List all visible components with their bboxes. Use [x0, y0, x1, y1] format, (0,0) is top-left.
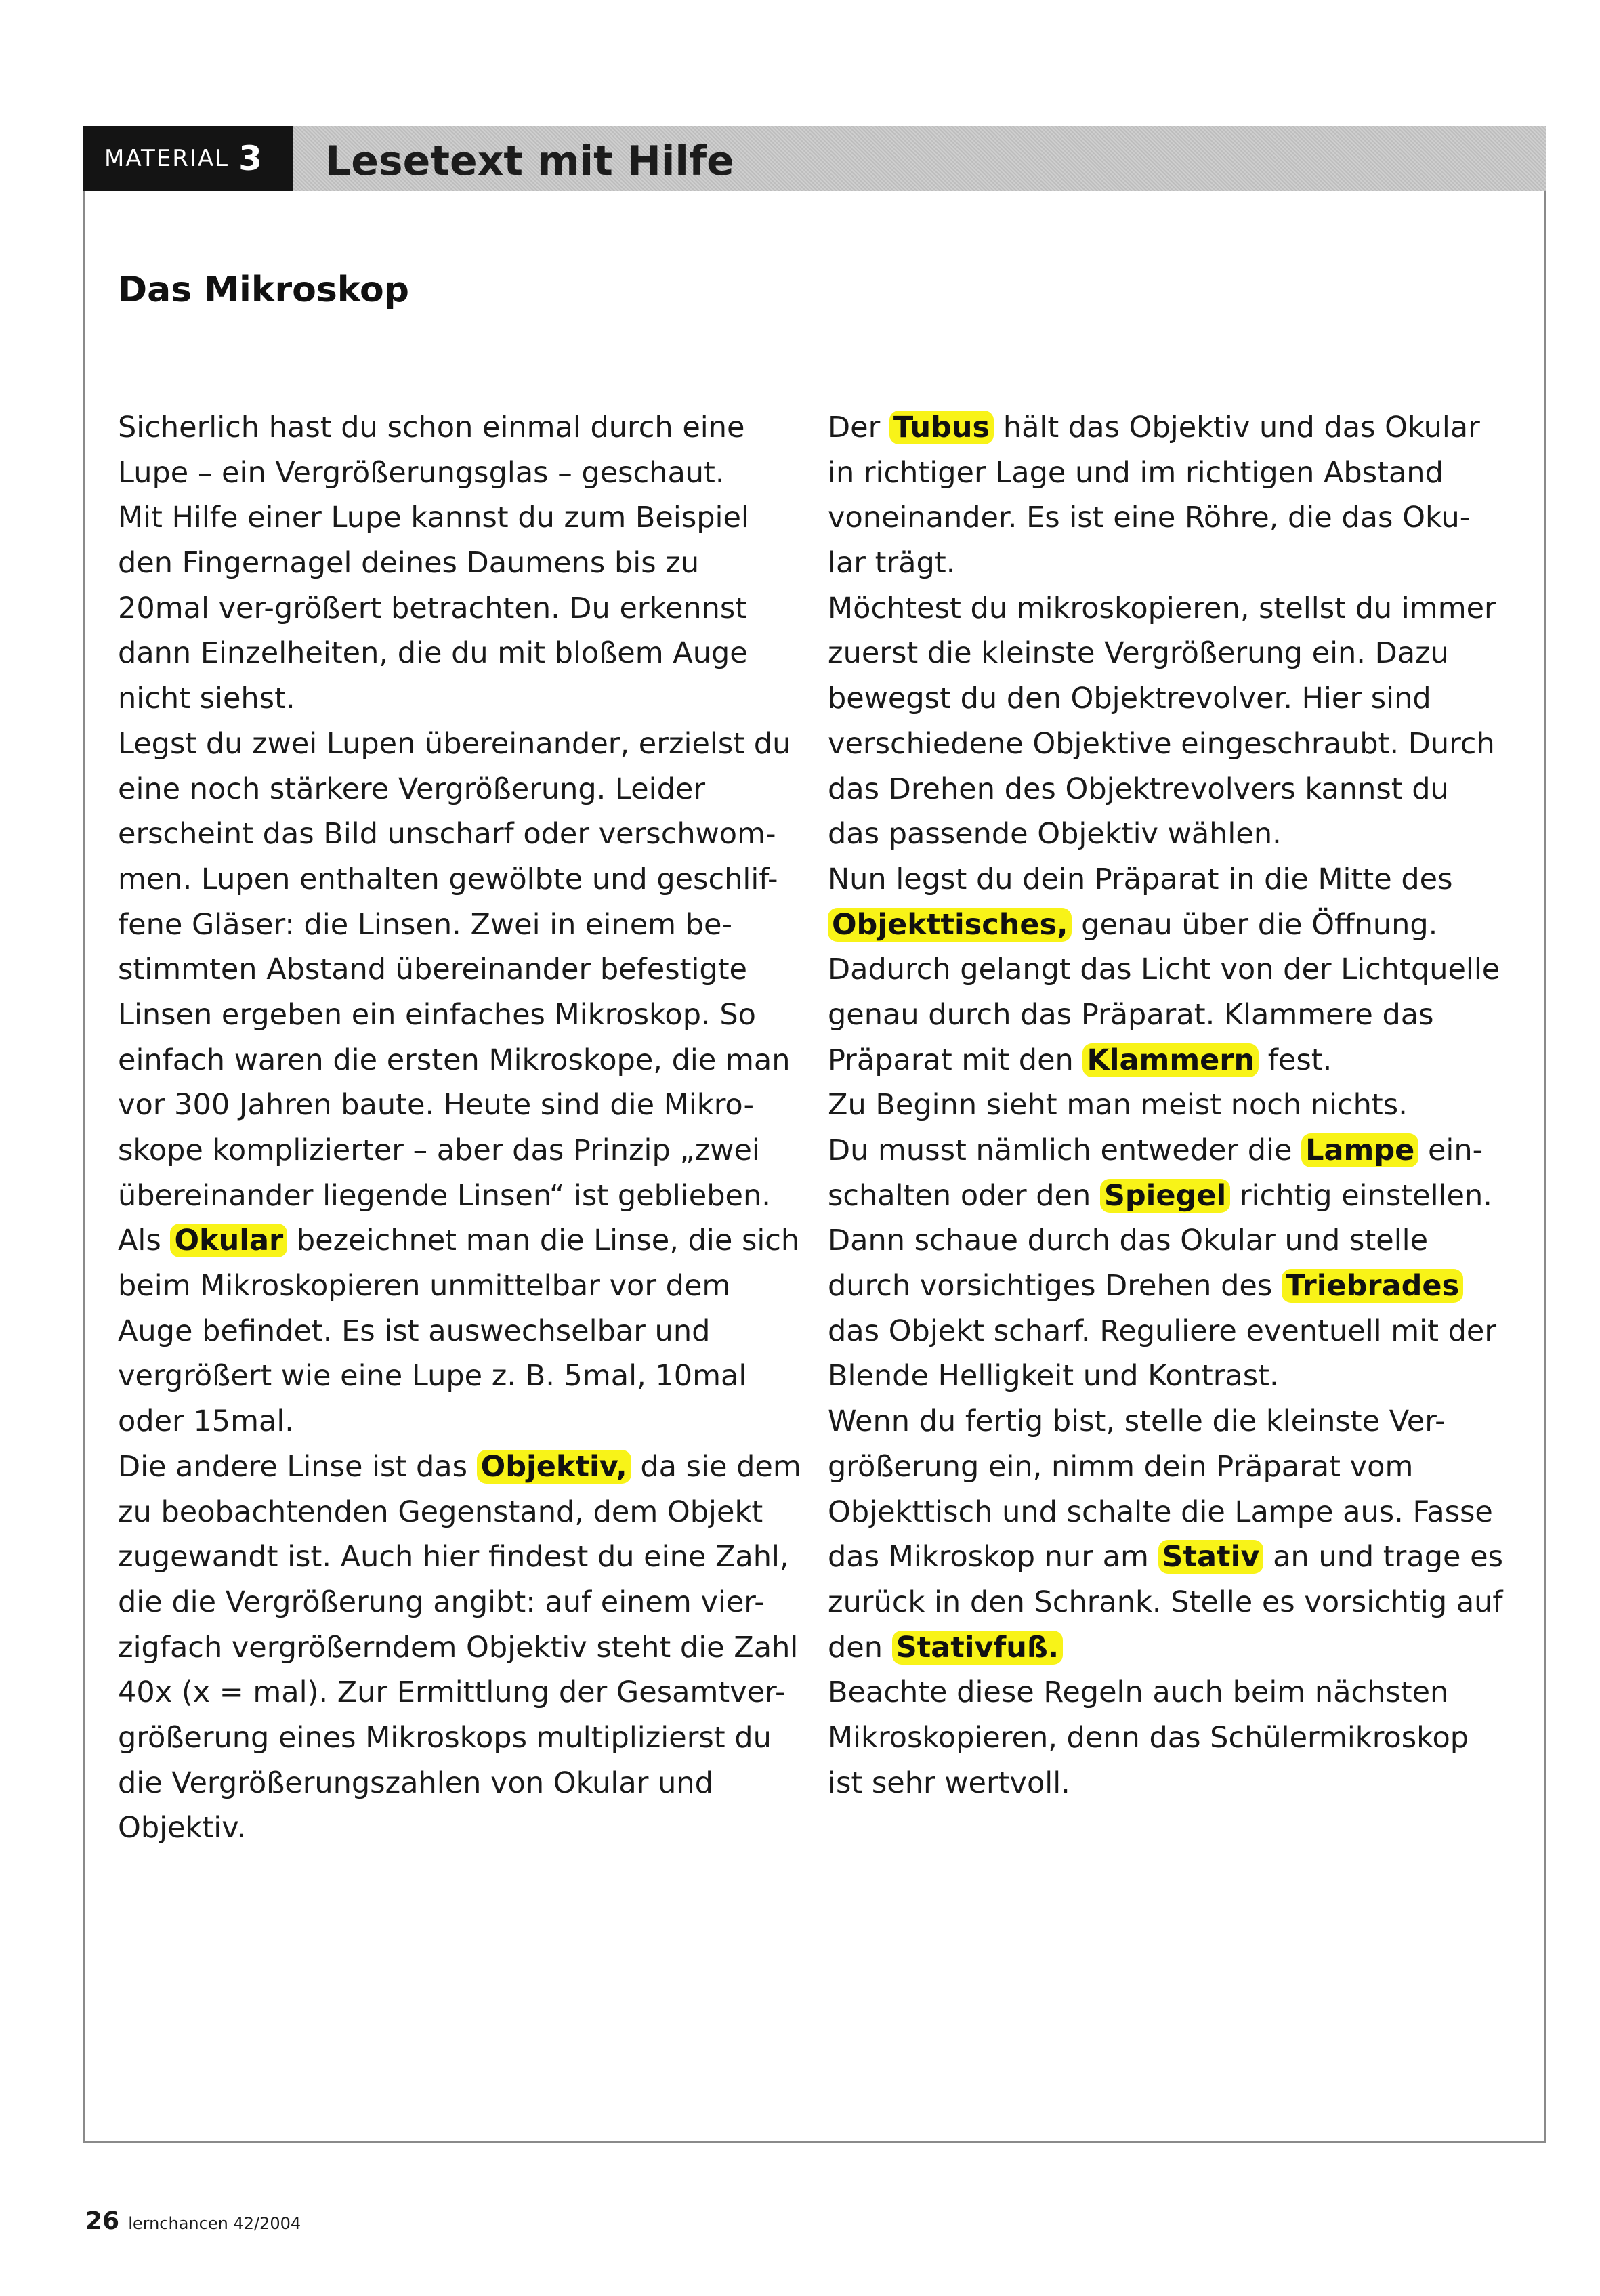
text-segment: Die andere Linse ist das	[118, 1449, 467, 1484]
text-line: 20mal ver-größert betrachten. Du erkennst	[118, 591, 747, 625]
text-segment: das Mikroskop nur am	[828, 1540, 1149, 1574]
header-band	[83, 126, 1546, 191]
highlight-stativfuss: Stativfuß.	[892, 1631, 1063, 1665]
text-line: größerung ein, nimm dein Präparat vom	[828, 1449, 1414, 1484]
text-line: bewegst du den Objektrevolver. Hier sind	[828, 682, 1431, 716]
text-line: Beachte diese Regeln auch beim nächsten	[828, 1675, 1449, 1710]
highlight-lampe: Lampe	[1301, 1133, 1418, 1167]
footer-source: lernchancen 42/2004	[128, 2214, 301, 2233]
text-segment: da sie dem	[640, 1449, 801, 1484]
text-segment: genau über die Öffnung.	[1081, 907, 1438, 942]
text-segment: durch vorsichtiges Drehen des	[828, 1269, 1273, 1303]
text-segment: Als	[118, 1224, 161, 1258]
header-title: Lesetext mit Hilfe	[325, 138, 734, 185]
text-line: Dann schaue durch das Okular und stelle	[828, 1224, 1429, 1258]
text-line: Objektiv.	[118, 1811, 247, 1845]
text-line: lar trägt.	[828, 546, 956, 581]
highlight-klammern: Klammern	[1082, 1043, 1259, 1077]
text-line	[118, 1444, 801, 1490]
text-line: Wenn du fertig bist, stelle die kleinste Ver-	[828, 1404, 1446, 1439]
text-line: Legst du zwei Lupen übereinander, erzielst du	[118, 726, 791, 761]
text-line	[828, 405, 1505, 451]
text-segment: fest.	[1267, 1043, 1332, 1077]
page-number: 26	[85, 2207, 120, 2235]
text-segment: an und trage es	[1273, 1540, 1503, 1574]
text-segment: Der	[828, 411, 881, 444]
text-line	[828, 1038, 1505, 1083]
material-label: MATERIAL	[104, 145, 230, 172]
text-line: zurück in den Schrank. Stelle es vorsichtig auf	[828, 1585, 1503, 1619]
text-line: die die Vergrößerung angibt: auf einem vier-	[118, 1585, 765, 1619]
text-segment: bezeichnet man die Linse, die sich	[296, 1224, 800, 1258]
text-line: 40x (x = mal). Zur Ermittlung der Gesamtver-	[118, 1675, 786, 1710]
text-line	[828, 1173, 1505, 1219]
text-line: Blende Helligkeit und Kontrast.	[828, 1359, 1279, 1394]
text-line: nicht siehst.	[118, 682, 295, 716]
text-line: zu beobachtenden Gegenstand, dem Objekt	[118, 1495, 763, 1529]
text-line	[828, 902, 1505, 948]
highlight-objektiv: Objektiv,	[477, 1450, 631, 1484]
text-line: Mikroskopieren, denn das Schülermikroskop	[828, 1720, 1469, 1755]
material-number: 3	[238, 139, 262, 178]
text-line: eine noch stärkere Vergrößerung. Leider	[118, 772, 706, 806]
text-line: Nun legst du dein Präparat in die Mitte des	[828, 862, 1453, 896]
text-line: Zu Beginn sieht man meist noch nichts.	[828, 1088, 1408, 1123]
text-line: Objekttisch und schalte die Lampe aus. Fasse	[828, 1495, 1493, 1529]
text-line: vor 300 Jahren baute. Heute sind die Mikro-	[118, 1088, 755, 1123]
text-line: fene Gläser: die Linsen. Zwei in einem be-	[118, 907, 732, 942]
text-line	[828, 1625, 1505, 1671]
text-line: Lupe – ein Vergrößerungsglas – geschaut.	[118, 455, 725, 490]
text-line: das Objekt scharf. Reguliere eventuell mit der	[828, 1314, 1497, 1348]
text-line: zugewandt ist. Auch hier findest du eine Zahl,	[118, 1540, 789, 1574]
right-column	[828, 405, 1505, 1806]
text-line: größerung eines Mikroskops multiplizierst du	[118, 1720, 772, 1755]
section-title: Das Mikroskop	[118, 270, 409, 310]
text-line: Mit Hilfe einer Lupe kannst du zum Beispiel	[118, 501, 749, 535]
text-segment: hält das Objektiv und das Okular	[1003, 411, 1480, 444]
text-line	[118, 1218, 800, 1264]
text-line: beim Mikroskopieren unmittelbar vor dem	[118, 1269, 731, 1303]
text-line: Sicherlich hast du schon einmal durch eine	[118, 411, 745, 444]
text-segment: ein-	[1427, 1133, 1483, 1167]
highlight-spiegel: Spiegel	[1100, 1179, 1230, 1213]
text-segment: schalten oder den	[828, 1178, 1091, 1213]
text-line: men. Lupen enthalten gewölbte und geschlif-	[118, 862, 778, 896]
text-line: einfach waren die ersten Mikroskope, die man	[118, 1043, 791, 1077]
text-line: ist sehr wertvoll.	[828, 1766, 1070, 1800]
text-line: genau durch das Präparat. Klammere das	[828, 997, 1434, 1032]
text-segment: Du musst nämlich entweder die	[828, 1133, 1292, 1167]
text-line	[828, 1535, 1505, 1580]
text-line: das passende Objektiv wählen.	[828, 817, 1282, 852]
text-line: Linsen ergeben ein einfaches Mikroskop. So	[118, 997, 756, 1032]
page-footer	[85, 2207, 301, 2235]
text-line: übereinander liegende Linsen“ ist geblieben.	[118, 1178, 771, 1213]
text-line: zigfach vergrößerndem Objektiv steht die Zahl	[118, 1630, 799, 1665]
highlight-objekttisches: Objekttisches,	[828, 908, 1072, 942]
text-line: stimmten Abstand übereinander befestigte	[118, 953, 748, 987]
left-column	[118, 405, 801, 1851]
text-line	[828, 1128, 1505, 1173]
text-line: die Vergrößerungszahlen von Okular und	[118, 1766, 713, 1800]
highlight-stativ: Stativ	[1158, 1540, 1264, 1574]
text-line: das Drehen des Objektrevolvers kannst du	[828, 772, 1449, 806]
highlight-triebrades: Triebrades	[1282, 1269, 1463, 1303]
material-badge	[83, 126, 293, 191]
text-line: oder 15mal.	[118, 1404, 294, 1439]
text-line: vergrößert wie eine Lupe z. B. 5mal, 10mal	[118, 1359, 747, 1394]
highlight-okular: Okular	[170, 1224, 287, 1257]
highlight-tubus: Tubus	[889, 411, 994, 444]
text-line: voneinander. Es ist eine Röhre, die das Oku-	[828, 501, 1471, 535]
text-line: skope komplizierter – aber das Prinzip „zwei	[118, 1133, 760, 1167]
text-segment: richtig einstellen.	[1239, 1178, 1492, 1213]
text-line: dann Einzelheiten, die du mit bloßem Auge	[118, 636, 748, 671]
text-line	[828, 1264, 1505, 1309]
text-line: Auge befindet. Es ist auswechselbar und	[118, 1314, 711, 1348]
text-line: Dadurch gelangt das Licht von der Lichtquelle	[828, 953, 1500, 987]
text-line: erscheint das Bild unscharf oder verschwom-	[118, 817, 776, 852]
text-line: verschiedene Objektive eingeschraubt. Durch	[828, 726, 1495, 761]
text-line: den Fingernagel deines Daumens bis zu	[118, 546, 700, 581]
text-segment: den	[828, 1630, 883, 1665]
text-line: in richtiger Lage und im richtigen Abstand	[828, 455, 1444, 490]
text-line: Möchtest du mikroskopieren, stellst du immer	[828, 591, 1496, 625]
text-line: zuerst die kleinste Vergrößerung ein. Dazu	[828, 636, 1449, 671]
text-segment: Präparat mit den	[828, 1043, 1074, 1077]
